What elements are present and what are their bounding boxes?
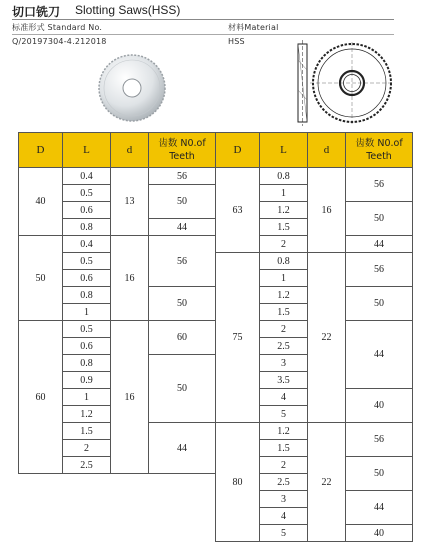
cell-l: 3.5 [260,372,308,389]
cell-teeth: 56 [346,423,413,457]
cell-l: 2.5 [260,474,308,491]
cell-bore: 16 [111,236,149,321]
cell-l: 1 [63,389,111,406]
cell-d: 50 [19,236,63,321]
cell-d: 60 [19,321,63,474]
saw-drawing [296,40,396,126]
cell-teeth: 44 [346,321,413,389]
cell-l: 5 [260,525,308,542]
cell-l: 3 [260,491,308,508]
cell-l: 0.4 [63,236,111,253]
table-row [19,423,413,440]
cell-teeth: 44 [346,236,413,253]
cell-d: 80 [216,423,260,542]
cell-l: 2.5 [260,338,308,355]
cell-l: 1.5 [260,219,308,236]
cell-l: 3 [260,355,308,372]
cell-teeth: 56 [346,253,413,287]
cell-l: 0.6 [63,270,111,287]
cell-l: 1.5 [260,440,308,457]
cell-l: 4 [260,508,308,525]
cell-l: 1.2 [260,202,308,219]
cell-l: 0.8 [63,355,111,372]
cell-d: 63 [216,168,260,253]
cell-teeth: 60 [149,321,216,355]
cell-l: 0.5 [63,185,111,202]
title-chinese: 切口铣刀 [12,5,61,19]
cell-l: 1 [260,185,308,202]
cell-l: 0.8 [63,219,111,236]
cell-l: 2 [260,457,308,474]
cell-teeth: 50 [346,287,413,321]
cell-d: 75 [216,253,260,423]
cell-l: 1.2 [260,287,308,304]
cell-l: 4 [260,389,308,406]
cell-l: 1.2 [260,423,308,440]
table-row [19,253,413,270]
cell-bore: 16 [308,168,346,253]
cell-teeth: 50 [149,287,216,321]
cell-l: 2 [260,321,308,338]
cell-l: 0.5 [63,253,111,270]
header-rule-2 [12,34,394,35]
cell-l: 0.6 [63,338,111,355]
cell-l: 2 [63,440,111,457]
header-l: L [260,133,308,168]
standard-label: 标准形式 Standard No. [12,23,103,32]
cell-l: 5 [260,406,308,423]
cell-teeth: 44 [346,491,413,525]
cell-teeth: 44 [149,423,216,474]
cell-bore: 22 [308,423,346,542]
header-teeth: 齿数 N0.of Teeth [149,133,216,168]
cell-teeth: 56 [149,236,216,287]
cell-teeth: 40 [346,525,413,542]
cell-l: 1 [260,270,308,287]
header-d-bore: d [308,133,346,168]
header-d-outer: D [216,133,260,168]
cell-l: 0.8 [260,168,308,185]
cell-l: 2.5 [63,457,111,474]
cell-teeth: 50 [346,202,413,236]
table-row [19,168,413,185]
header-teeth: 齿数 N0.of Teeth [346,133,413,168]
cell-bore: 13 [111,168,149,236]
saw-photo [96,52,168,124]
cell-bore: 16 [111,321,149,474]
cell-l: 0.8 [260,253,308,270]
material-label: 材料Material [228,23,279,32]
header-rule [12,19,394,20]
title-english: Slotting Saws(HSS) [75,3,181,17]
cell-l: 1.5 [63,423,111,440]
empty-area [19,474,216,542]
header-l: L [63,133,111,168]
cell-l: 0.9 [63,372,111,389]
cell-teeth: 50 [346,457,413,491]
material-value: HSS [228,37,245,46]
cell-l: 0.4 [63,168,111,185]
cell-d: 40 [19,168,63,236]
cell-teeth: 56 [346,168,413,202]
spec-table [18,132,413,542]
cell-l: 0.8 [63,287,111,304]
cell-teeth: 44 [149,219,216,236]
cell-l: 1.5 [260,304,308,321]
cell-l: 2 [260,236,308,253]
table-header-row [19,133,413,168]
cell-l: 1 [63,304,111,321]
cell-l: 0.5 [63,321,111,338]
header-d-outer: D [19,133,63,168]
cell-teeth: 50 [149,355,216,423]
header-d-bore: d [111,133,149,168]
cell-teeth: 50 [149,185,216,219]
cell-bore: 22 [308,253,346,423]
cell-teeth: 56 [149,168,216,185]
standard-value: Q/20197304-4.212018 [12,37,107,46]
cell-teeth: 40 [346,389,413,423]
cell-l: 0.6 [63,202,111,219]
cell-l: 1.2 [63,406,111,423]
